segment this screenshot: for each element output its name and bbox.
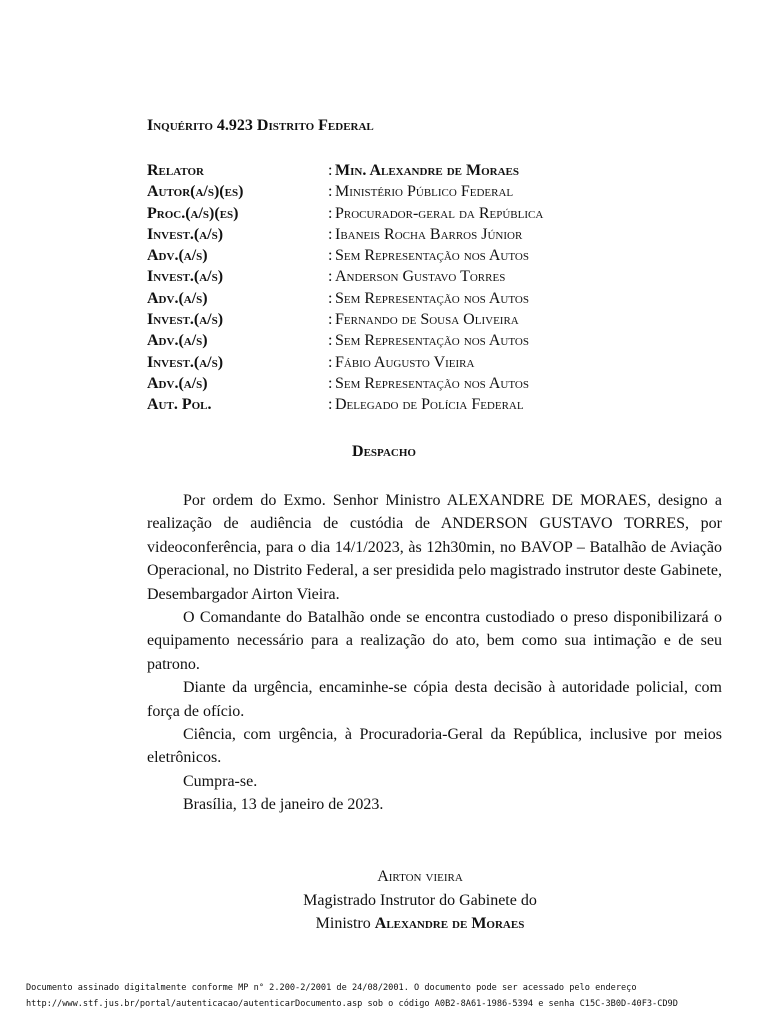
party-row — [147, 352, 707, 373]
parties-list — [147, 160, 707, 416]
party-value: Delegado de Polícia Federal — [335, 396, 524, 414]
party-row — [147, 288, 707, 309]
signer-ministro-line — [0, 912, 768, 936]
party-value: Fernando de Sousa Oliveira — [335, 311, 519, 329]
party-role: Adv.(a/s) — [147, 247, 208, 265]
ministro-prefix: Ministro — [315, 915, 371, 932]
party-row — [147, 203, 707, 224]
body-paragraph: Brasília, 13 de janeiro de 2023. — [183, 796, 384, 814]
party-value: Sem Representação nos Autos — [335, 332, 529, 350]
section-heading: Despacho — [352, 443, 416, 460]
party-role: Relator — [147, 162, 204, 179]
body-paragraph: Ciência, com urgência, à Procuradoria-Geral da República, inclusive por meios eletrônicos. — [147, 726, 722, 767]
party-role: Autor(a/s)(es) — [147, 183, 244, 201]
party-row — [147, 181, 707, 202]
party-separator: : — [328, 332, 333, 350]
party-separator: : — [328, 183, 333, 201]
party-row — [147, 224, 707, 245]
body-paragraph: Por ordem do Exmo. Senhor Ministro ALEXANDRE DE MORAES, designo a realização de audiência de custódia de ANDERSON GUSTAVO TORRES, por videoconferência, para o dia 14/1/2023, às 12h30min, no BAVOP – Batalhão de Aviação Operacional, no Distrito Federal, a ser presidida pelo magistrado instrutor deste Gabinete, Desembargador Airton Vieira. — [147, 492, 722, 603]
party-role: Adv.(a/s) — [147, 374, 208, 392]
party-row — [147, 245, 707, 266]
party-role: Invest.(a/s) — [147, 268, 224, 286]
party-separator: : — [328, 247, 333, 265]
party-role: Adv.(a/s) — [147, 332, 208, 350]
party-separator: : — [328, 225, 333, 243]
party-row — [147, 373, 707, 394]
document-body — [147, 489, 722, 817]
footer-line: http://www.stf.jus.br/portal/autenticacao/autenticarDocumento.asp sob o código A0B2-8A61-1986-5394 e senha C15C-3B0D-40F3-CD9D — [26, 999, 678, 1009]
party-separator: : — [328, 353, 333, 371]
body-paragraph: Cumpra-se. — [183, 772, 258, 790]
signature-block — [0, 865, 768, 936]
party-role: Proc.(a/s)(es) — [147, 204, 239, 222]
party-separator: : — [328, 374, 333, 392]
party-value: Fábio Augusto Vieira — [335, 353, 475, 371]
party-value: Sem Representação nos Autos — [335, 247, 529, 265]
party-role: Invest.(a/s) — [147, 353, 224, 371]
party-value: Ministério Público Federal — [335, 183, 514, 201]
signer-name: Airton vieira — [377, 868, 463, 885]
party-row — [147, 330, 707, 351]
party-value: Sem Representação nos Autos — [335, 289, 529, 307]
party-separator: : — [328, 162, 333, 179]
document-title: Inquérito 4.923 Distrito Federal — [147, 117, 374, 134]
body-paragraph: O Comandante do Batalhão onde se encontra custodiado o preso disponibilizará o equipamento necessário para a realização do ato, bem como sua intimação e de seu patrono. — [147, 609, 722, 673]
party-separator: : — [328, 268, 333, 286]
authentication-footer — [26, 980, 756, 1012]
party-row — [147, 309, 707, 330]
party-separator: : — [328, 311, 333, 329]
party-value: Min. Alexandre de Moraes — [335, 162, 520, 179]
party-separator: : — [328, 204, 333, 222]
party-row — [147, 160, 707, 181]
footer-line: Documento assinado digitalmente conforme MP n° 2.200-2/2001 de 24/08/2001. O documento pode ser acessado pelo endereço — [26, 983, 637, 993]
body-paragraph: Diante da urgência, encaminhe-se cópia desta decisão à autoridade policial, com força de ofício. — [147, 679, 722, 720]
signer-title: Magistrado Instrutor do Gabinete do — [303, 891, 537, 909]
party-value: Sem Representação nos Autos — [335, 374, 529, 392]
party-role: Aut. Pol. — [147, 396, 212, 414]
ministro-name: Alexandre de Moraes — [374, 915, 525, 932]
party-value: Ibaneis Rocha Barros Júnior — [335, 225, 523, 243]
party-role: Adv.(a/s) — [147, 289, 208, 307]
party-row — [147, 394, 707, 415]
party-row — [147, 266, 707, 287]
party-separator: : — [328, 396, 333, 414]
party-role: Invest.(a/s) — [147, 225, 224, 243]
party-separator: : — [328, 289, 333, 307]
party-value: Procurador-geral da República — [335, 204, 544, 222]
party-role: Invest.(a/s) — [147, 311, 224, 329]
party-value: Anderson Gustavo Torres — [335, 268, 506, 286]
